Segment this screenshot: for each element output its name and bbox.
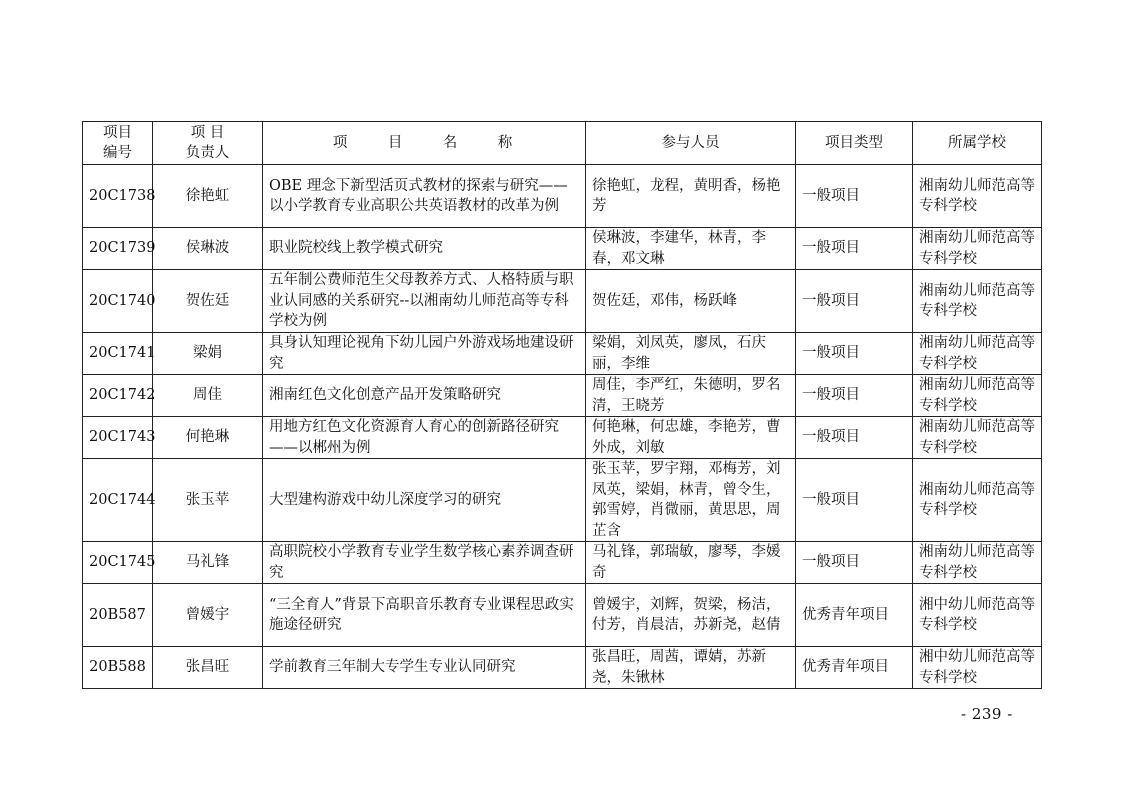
cell-school: 湘南幼儿师范高等专科学校 (913, 270, 1042, 333)
cell-project-name: 湘南红色文化创意产品开发策略研究 (263, 375, 586, 417)
cell-project-name: 职业院校线上教学模式研究 (263, 228, 586, 270)
page-number: - 239 - (961, 705, 1013, 723)
project-table (82, 121, 1042, 689)
header-school: 所属学校 (913, 122, 1042, 165)
cell-members: 徐艳虹，龙程，黄明香，杨艳芳 (586, 165, 796, 228)
cell-project-name: 具身认知理论视角下幼儿园户外游戏场地建设研究 (263, 333, 586, 375)
table-row (83, 459, 1042, 542)
cell-project-leader: 徐艳虹 (153, 165, 263, 228)
cell-project-name: 学前教育三年制大专学生专业认同研究 (263, 647, 586, 689)
table-row (83, 165, 1042, 228)
cell-project-leader: 梁娟 (153, 333, 263, 375)
cell-members: 侯琳波，李建华，林青，李春，邓文琳 (586, 228, 796, 270)
header-members: 参与人员 (586, 122, 796, 165)
cell-project-type: 一般项目 (796, 333, 913, 375)
cell-project-leader: 周佳 (153, 375, 263, 417)
cell-project-type: 优秀青年项目 (796, 647, 913, 689)
header-project-id: 项目 编号 (83, 122, 153, 165)
cell-project-id: 20C1738 (83, 165, 153, 228)
cell-project-id: 20C1745 (83, 542, 153, 584)
cell-members: 张昌旺，周茜，谭婧，苏新尧，朱锹林 (586, 647, 796, 689)
header-project-leader: 项 目 负责人 (153, 122, 263, 165)
cell-project-id: 20C1741 (83, 333, 153, 375)
cell-project-id: 20C1739 (83, 228, 153, 270)
table-row (83, 542, 1042, 584)
cell-project-id: 20C1744 (83, 459, 153, 542)
cell-project-id: 20B588 (83, 647, 153, 689)
cell-school: 湘南幼儿师范高等专科学校 (913, 459, 1042, 542)
cell-members: 马礼锋，郭瑞敏，廖琴，李媛奇 (586, 542, 796, 584)
cell-school: 湘中幼儿师范高等专科学校 (913, 584, 1042, 647)
table-row (83, 333, 1042, 375)
cell-project-name: 大型建构游戏中幼儿深度学习的研究 (263, 459, 586, 542)
cell-school: 湘南幼儿师范高等专科学校 (913, 375, 1042, 417)
cell-project-leader: 曾媛宇 (153, 584, 263, 647)
table-row (83, 584, 1042, 647)
header-project-name: 项 目 名 称 (263, 122, 586, 165)
cell-project-leader: 张昌旺 (153, 647, 263, 689)
cell-project-type: 一般项目 (796, 459, 913, 542)
cell-project-id: 20C1743 (83, 417, 153, 459)
cell-school: 湘南幼儿师范高等专科学校 (913, 228, 1042, 270)
cell-project-id: 20C1740 (83, 270, 153, 333)
cell-school: 湘南幼儿师范高等专科学校 (913, 417, 1042, 459)
table-row (83, 375, 1042, 417)
cell-project-name: 高职院校小学教育专业学生数学核心素养调查研究 (263, 542, 586, 584)
cell-project-name: 用地方红色文化资源育人育心的创新路径研究——以郴州为例 (263, 417, 586, 459)
table-row (83, 417, 1042, 459)
cell-members: 张玉苹，罗宇翔，邓梅芳，刘凤英，梁娟，林青，曾令生，郭雪婷，肖微丽，黄思思，周芷含 (586, 459, 796, 542)
cell-project-name: “三全育人”背景下高职音乐教育专业课程思政实施途径研究 (263, 584, 586, 647)
cell-members: 梁娟，刘凤英，廖凤，石庆丽，李维 (586, 333, 796, 375)
cell-project-type: 一般项目 (796, 417, 913, 459)
table-body (83, 165, 1042, 689)
cell-school: 湘南幼儿师范高等专科学校 (913, 542, 1042, 584)
table-header-row (83, 122, 1042, 165)
cell-members: 何艳琳，何忠雄，李艳芳，曹外成，刘敏 (586, 417, 796, 459)
cell-members: 曾媛宇，刘辉，贺梁，杨洁，付芳，肖晨洁，苏新尧，赵倩 (586, 584, 796, 647)
cell-project-type: 一般项目 (796, 165, 913, 228)
cell-members: 贺佐廷，邓伟，杨跃峰 (586, 270, 796, 333)
table-row (83, 270, 1042, 333)
cell-project-leader: 马礼锋 (153, 542, 263, 584)
cell-project-leader: 何艳琳 (153, 417, 263, 459)
cell-school: 湘南幼儿师范高等专科学校 (913, 165, 1042, 228)
table-row (83, 228, 1042, 270)
cell-school: 湘南幼儿师范高等专科学校 (913, 333, 1042, 375)
cell-project-leader: 侯琳波 (153, 228, 263, 270)
cell-project-leader: 张玉苹 (153, 459, 263, 542)
cell-members: 周佳，李严红，朱德明，罗名清，王晓芳 (586, 375, 796, 417)
cell-project-name: OBE 理念下新型活页式教材的探索与研究——以小学教育专业高职公共英语教材的改革为例 (263, 165, 586, 228)
cell-project-id: 20C1742 (83, 375, 153, 417)
cell-project-id: 20B587 (83, 584, 153, 647)
cell-project-type: 一般项目 (796, 542, 913, 584)
cell-project-leader: 贺佐廷 (153, 270, 263, 333)
cell-project-type: 优秀青年项目 (796, 584, 913, 647)
cell-school: 湘中幼儿师范高等专科学校 (913, 647, 1042, 689)
header-project-type: 项目类型 (796, 122, 913, 165)
cell-project-type: 一般项目 (796, 375, 913, 417)
cell-project-type: 一般项目 (796, 228, 913, 270)
table-row (83, 647, 1042, 689)
cell-project-type: 一般项目 (796, 270, 913, 333)
cell-project-name: 五年制公费师范生父母教养方式、人格特质与职业认同感的关系研究--以湘南幼儿师范高等专科学校为例 (263, 270, 586, 333)
